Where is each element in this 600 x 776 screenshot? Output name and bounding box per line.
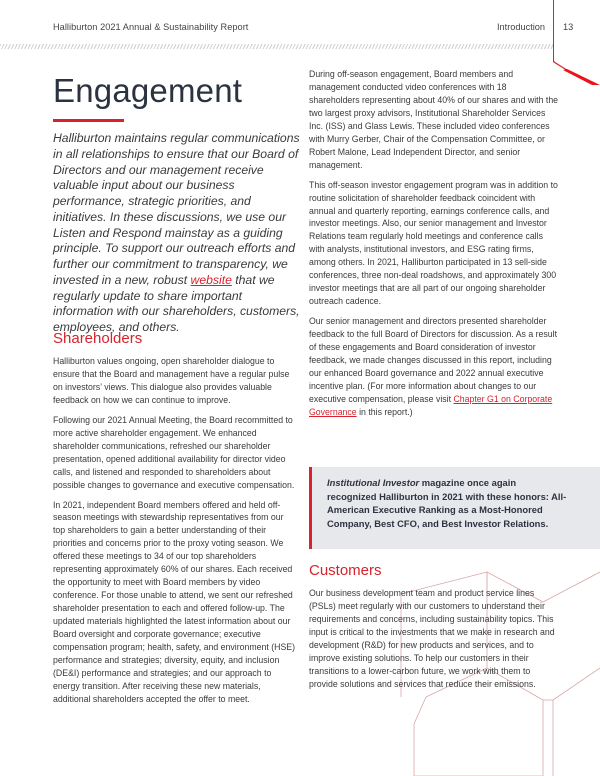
feedback-paragraph bbox=[309, 315, 559, 419]
award-callout bbox=[309, 467, 600, 549]
header-hatch-divider bbox=[0, 44, 553, 49]
intro-text-end: that we regularly update to share important information with our shareholders, customers, employees, and others. bbox=[53, 272, 300, 334]
intro-text-start: Halliburton maintains regular communications in all relationships to ensure that our Board of Directors and our management receive valuable input about our business performance, strategic priorities, and initiatives. In these discussions, we use our Listen and Respond mainstay as a guiding principle. To support our outreach efforts and further our commitment to transparency, we invested in a new, robust bbox=[53, 131, 300, 287]
callout-body: magazine once again recognized Halliburton in 2021 with these honors: All-American Executive Ranking as a Most-Honored Company, Best CFO, and Best Investor Relations. bbox=[327, 477, 567, 529]
engagement-paragraph: During off-season engagement, Board members and management conducted video conferences with 18 shareholders representing about 40% of our shares and with the two largest proxy advisors, Institutional Shareholder Services Inc. (ISS) and Glass Lewis. These included video conferences with Murry Gerber, Chair of the Compensation Committee, or Robert Malone, Lead Independent Director, and senior management. bbox=[309, 69, 559, 170]
feedback-text-end: in this report.) bbox=[356, 406, 413, 417]
feedback-text-start: Our senior management and directors presented shareholder feedback to the full Board of Directors for discussion. As a result of these engagements and Board consideration of investor feedback, we made changes discussed in this report, including our enhanced Board governance and 2022 annual executive incentive plan. (For more information about changes to our executive compensation, please visit bbox=[309, 316, 558, 404]
engagement-paragraph: This off-season investor engagement program was in addition to routine solicitation of shareholder feedback coincident with annual and quarterly reporting, earnings conference calls, and investor meetings. Also, our senior management and Investor Relations team regularly hold meetings and conference calls with analysts, institutional investors, and ESG rating firms, among others. In 2021, Halliburton participated in 13 sell-side conferences, three non-deal roadshows, and approximately 300 investor meetings that are all part of our ongoing shareholder outreach cadence. bbox=[309, 179, 558, 307]
red-frame-line bbox=[553, 0, 554, 62]
callout-accent-bar bbox=[309, 467, 312, 549]
title-underline bbox=[53, 119, 124, 122]
page-title: Engagement bbox=[53, 72, 243, 109]
section-label[interactable]: Introduction bbox=[497, 22, 546, 32]
callout-text bbox=[327, 476, 567, 530]
report-title: Halliburton 2021 Annual & Sustainability Report bbox=[53, 22, 249, 32]
shareholders-paragraph: In 2021, independent Board members offered and held off-season meetings with stewardship representatives from our top shareholders to gain a better understanding of their priorities and concerns prior to the proxy voting season. We offered these meetings to 34 of our top shareholders representing approximately 60% of our shares. Each received the opportunity to meet with Board members by video conference. For those unable to attend, we sent our refreshed shareholder presentation to each and offered follow-up. The updated materials highlighted the latest information about our Board oversight and corporate governance; executive compensation program; health, safety, and environment (HSE) performance and strategies; diversity, equity, and inclusion (DE&I) performance and strategies; and our approach to energy transition. After receiving these new materials, additional shareholders accepted the offer to meet. bbox=[53, 499, 296, 704]
customers-paragraph: Our business development team and product service lines (PSLs) meet regularly with our customers to understand their requirements and concerns, including sustainability topics. This input is critical to the investments that we make in research and development (R&D) for new products and services, and to improve existing solutions. To help our customers in their transitions to a lower-carbon future, we work with them to provide solutions and services that reduce their emissions. bbox=[309, 588, 555, 689]
shareholders-paragraph: Following our 2021 Annual Meeting, the Board recommitted to more active shareholder engagement. We enhanced shareholder communications, refreshed our shareholder presentation, opened additional availability for director video calls, and listened and responded to shareholders about possible changes to governance and executive compensation. bbox=[53, 414, 295, 490]
customers-body bbox=[309, 587, 559, 698]
governance-chapter-link[interactable]: Chapter G1 on Corporate Governance bbox=[309, 393, 553, 417]
shareholders-paragraph: Halliburton values ongoing, open shareholder dialogue to ensure that the Board and management have a regular pulse on investors’ views. This dialogue also provides valuable feedback on how we can continue to improve. bbox=[53, 356, 290, 405]
shareholders-body bbox=[53, 355, 298, 713]
customers-heading: Customers bbox=[309, 562, 382, 579]
shareholders-heading: Shareholders bbox=[53, 330, 143, 347]
website-link[interactable]: website bbox=[190, 272, 232, 287]
right-column-body bbox=[309, 68, 559, 426]
publication-name: Institutional Investor bbox=[327, 477, 420, 488]
page-number: 13 bbox=[563, 22, 574, 32]
intro-paragraph bbox=[53, 131, 301, 336]
